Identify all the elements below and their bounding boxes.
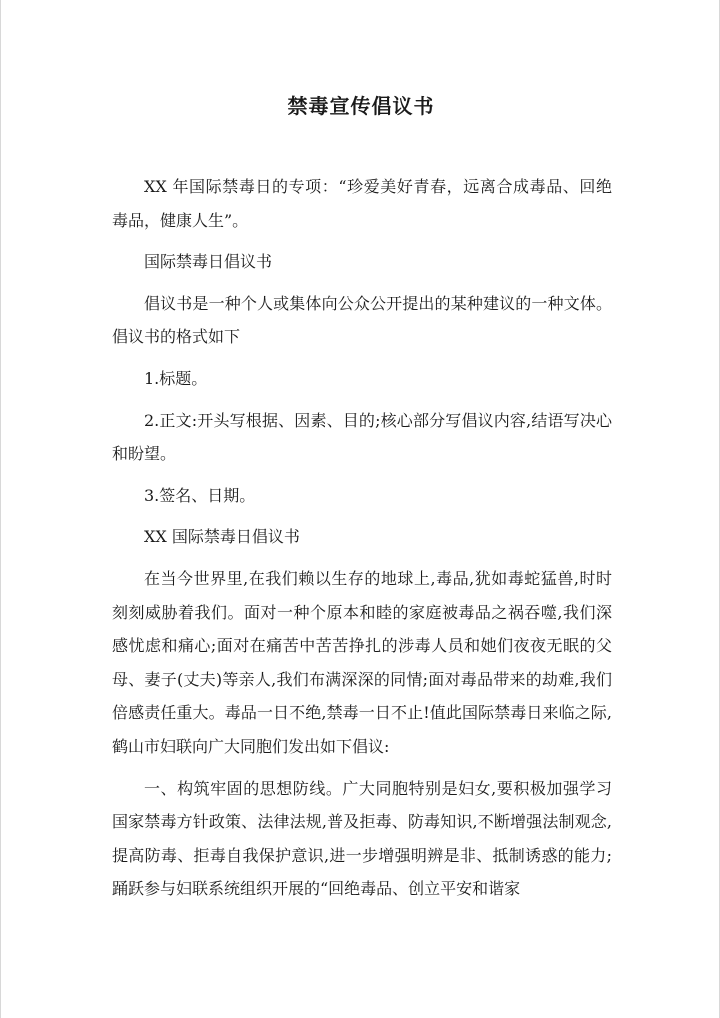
document-body	[112, 170, 612, 906]
paragraph-format-3: 3.签名、日期。	[144, 485, 256, 505]
paragraph-theme: XX 年国际禁毒日的专项：“珍爱美好青春，远离合成毒品、回绝毒品，健康人生”。	[112, 177, 612, 230]
document-title: 禁毒宣传倡议书	[287, 94, 435, 118]
paragraph-heading: 国际禁毒日倡议书	[144, 252, 273, 272]
paragraph-intro: 倡议书是一种个人或集体向公众公开提出的某种建议的一种文体。倡议书的格式如下	[112, 293, 612, 347]
paragraph-format-1: 1.标题。	[144, 368, 208, 388]
paragraph-proposal-1: 一、构筑牢固的思想防线。广大同胞特别是妇女,要积极加强学习国家禁毒方针政策、法律法规,普及拒毒、防毒知识,不断增强法制观念,提高防毒、拒毒自我保护意识,进一步增强明辨是非、抵制诱惑的能力;踊跃参与妇联系统组织开展的“回绝毒品、创立平安和谐家	[112, 778, 612, 899]
paragraph-subheading: XX 国际禁毒日倡议书	[144, 527, 300, 547]
paragraph-body: 在当今世界里,在我们赖以生存的地球上,毒品,犹如毒蛇猛兽,时时刻刻威胁着我们。面对一种个原本和睦的家庭被毒品之祸吞噬,我们深感忧虑和痛心;面对在痛苦中苦苦挣扎的涉毒人员和她们夜夜无眠的父母、妻子(丈夫)等亲人,我们布满深深的同情;面对毒品带来的劫难,我们倍感责任重大。毒品一日不绝,禁毒一日不止!值此国际禁毒日来临之际,鹤山市妇联向广大同胞们发出如下倡议:	[112, 568, 612, 756]
paragraph-format-2: 2.正文:开头写根据、因素、目的;核心部分写倡议内容,结语写决心和盼望。	[112, 410, 612, 464]
